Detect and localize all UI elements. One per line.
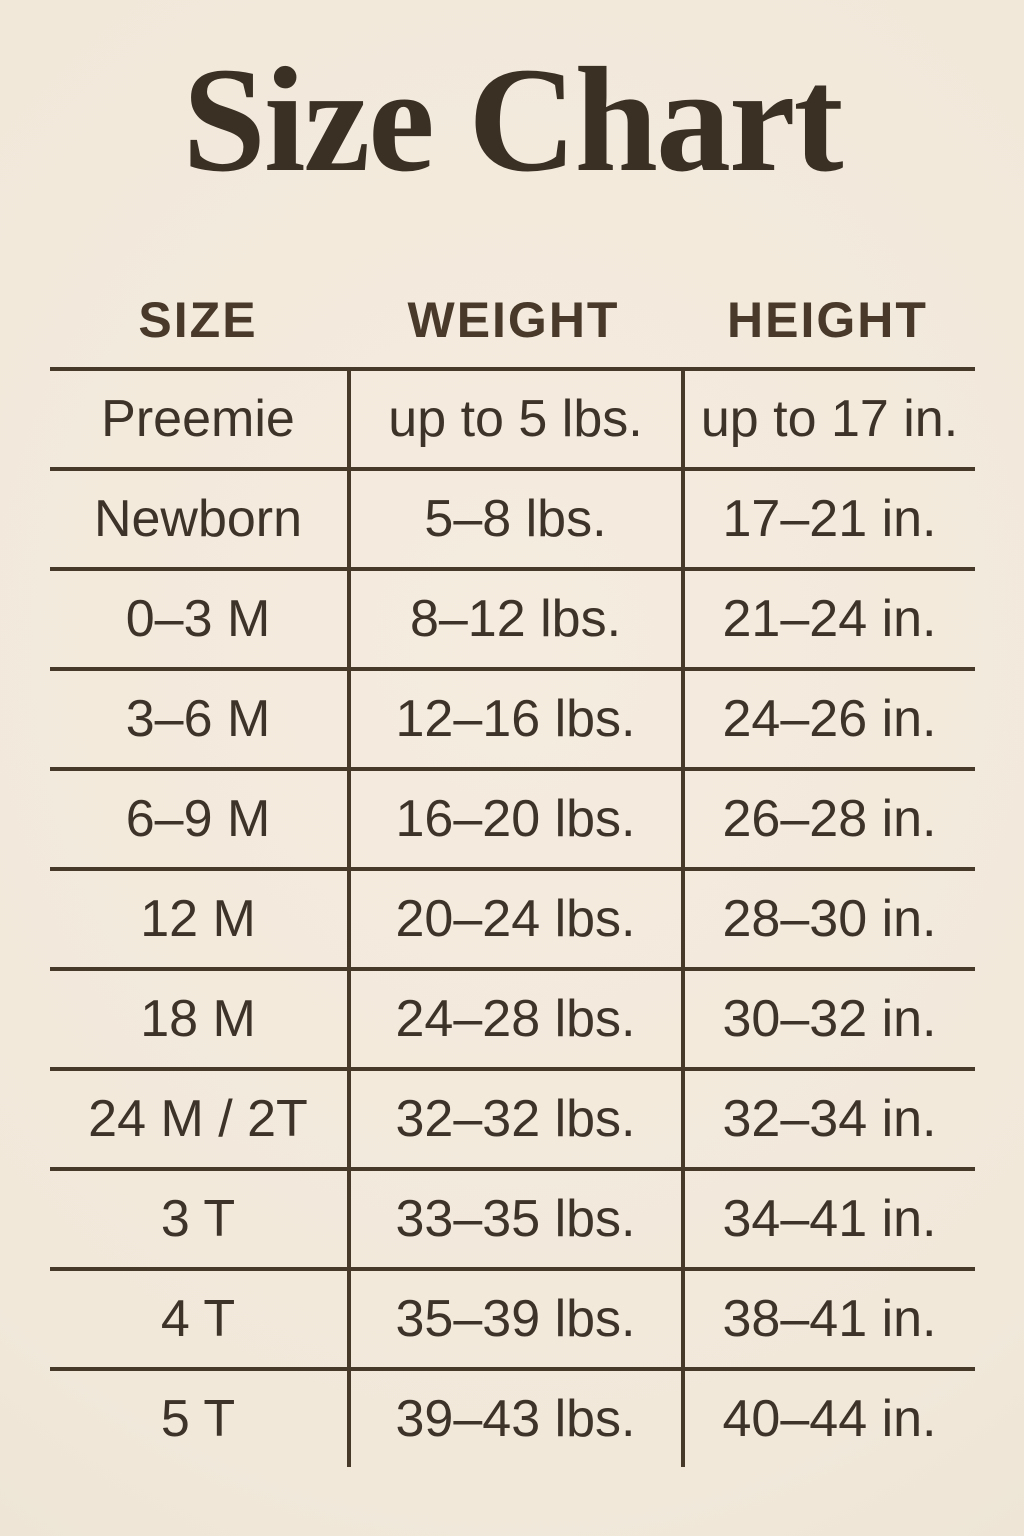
column-header-weight: WEIGHT [407, 291, 620, 348]
cell-height: 21–24 in. [681, 571, 975, 667]
cell-height: 34–41 in. [681, 1171, 975, 1267]
cell-size: 24 M / 2T [88, 1089, 308, 1148]
table-row [50, 471, 975, 571]
cell-height: 26–28 in. [681, 771, 975, 867]
column-header-size: SIZE [138, 291, 258, 348]
cell-height: 38–41 in. [681, 1271, 975, 1367]
table-row [50, 1071, 975, 1171]
table-row [50, 871, 975, 971]
cell-size: 3–6 M [125, 689, 271, 748]
cell-height: 32–34 in. [681, 1071, 975, 1167]
cell-size: Preemie [101, 389, 295, 448]
cell-weight: 39–43 lbs. [347, 1371, 681, 1467]
column-header-height: HEIGHT [727, 291, 928, 348]
cell-size: 18 M [140, 989, 256, 1048]
cell-height: up to 17 in. [681, 371, 975, 467]
table-row [50, 1171, 975, 1271]
cell-weight: 32–32 lbs. [347, 1071, 681, 1167]
cell-weight: 5–8 lbs. [347, 471, 681, 567]
cell-weight: 24–28 lbs. [347, 971, 681, 1067]
cell-height: 40–44 in. [681, 1371, 975, 1467]
table-row [50, 671, 975, 771]
table-row [50, 1271, 975, 1371]
table-row [50, 371, 975, 471]
cell-height: 17–21 in. [681, 471, 975, 567]
cell-height: 30–32 in. [681, 971, 975, 1067]
cell-weight: 12–16 lbs. [347, 671, 681, 767]
cell-weight: 20–24 lbs. [347, 871, 681, 967]
cell-size: Newborn [93, 489, 303, 548]
cell-height: 24–26 in. [681, 671, 975, 767]
cell-weight: 35–39 lbs. [347, 1271, 681, 1367]
cell-size: 12 M [140, 889, 256, 948]
cell-weight: 16–20 lbs. [347, 771, 681, 867]
page-title: Size Chart [182, 37, 842, 203]
cell-size: 0–3 M [125, 589, 271, 648]
table-row [50, 971, 975, 1071]
size-chart-table [50, 273, 975, 1467]
table-header-row [50, 273, 975, 371]
table-row [50, 1371, 975, 1467]
cell-height: 28–30 in. [681, 871, 975, 967]
table-row [50, 771, 975, 871]
cell-size: 6–9 M [125, 789, 271, 848]
cell-size: 3 T [160, 1189, 236, 1248]
cell-weight: 8–12 lbs. [347, 571, 681, 667]
table-body [50, 371, 975, 1467]
table-row [50, 571, 975, 671]
cell-size: 4 T [160, 1289, 236, 1348]
cell-weight: up to 5 lbs. [347, 371, 681, 467]
cell-size: 5 T [160, 1389, 236, 1448]
cell-weight: 33–35 lbs. [347, 1171, 681, 1267]
